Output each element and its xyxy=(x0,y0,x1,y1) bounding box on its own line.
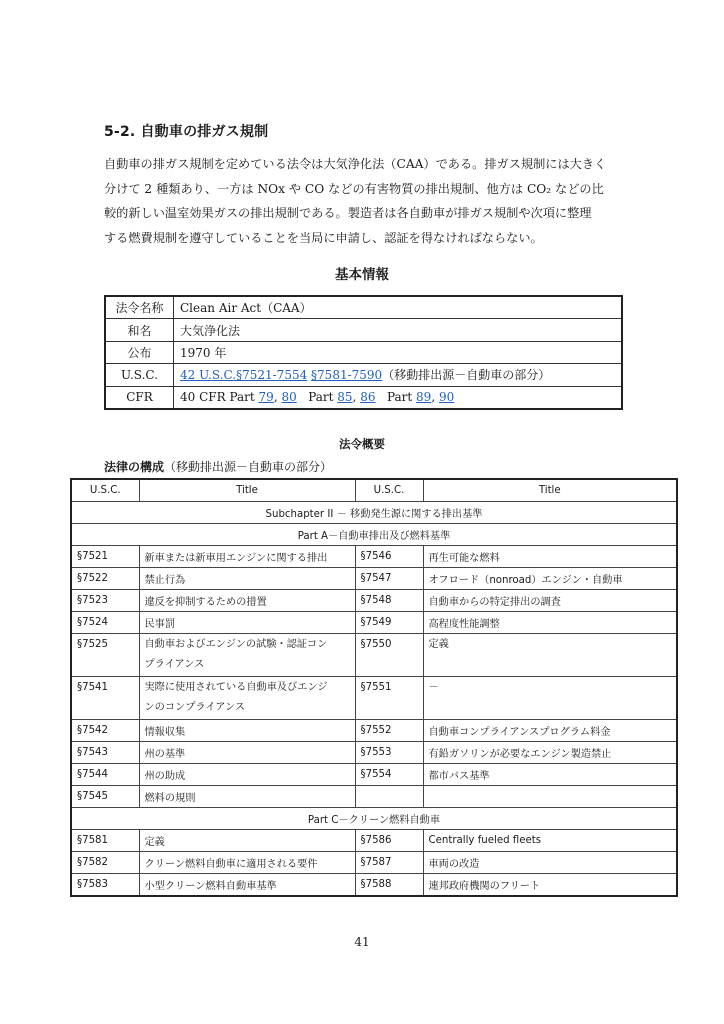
section-title-cell xyxy=(423,786,677,808)
info-label: CFR xyxy=(105,386,174,409)
section-code: §7549 xyxy=(355,612,423,634)
usc-link-7521[interactable]: 42 U.S.C.§7521-7554 xyxy=(180,368,308,383)
column-header: U.S.C. xyxy=(71,479,139,502)
section-code: §7554 xyxy=(355,764,423,786)
section-title-cell: 燃料の規則 xyxy=(139,786,355,808)
info-value: 大気浄化法 xyxy=(174,319,623,341)
section-code: §7541 xyxy=(71,677,139,720)
info-label: 和名 xyxy=(105,319,174,341)
section-title-cell: 自動車コンプライアンスプログラム料金 xyxy=(423,720,677,742)
column-header: Title xyxy=(139,479,355,502)
law-summary-heading: 法令概要 xyxy=(339,437,385,451)
paragraph-line: する燃費規制を遵守していることを当局に申請し、認証を得なければならない。 xyxy=(104,230,543,245)
table-row xyxy=(71,874,677,897)
section-title-line: 自動車およびエンジンの試験・認証コン xyxy=(144,639,328,650)
section-title-cell: 小型クリーン燃料自動車基準 xyxy=(139,874,355,897)
section-code: §7521 xyxy=(71,546,139,568)
section-title-cell: 禁止行為 xyxy=(139,568,355,590)
section-code: §7548 xyxy=(355,590,423,612)
table-row xyxy=(71,612,677,634)
section-title-cell: 州の助成 xyxy=(139,764,355,786)
section-code xyxy=(355,786,423,808)
section-code: §7525 xyxy=(71,634,139,677)
table-row xyxy=(71,568,677,590)
table-row xyxy=(71,742,677,764)
section-code: §7522 xyxy=(71,568,139,590)
section-title-cell: クリーン燃料自動車に適用される要件 xyxy=(139,852,355,874)
cfr-part-label: Part xyxy=(386,390,413,405)
table-row xyxy=(71,590,677,612)
section-code: §7553 xyxy=(355,742,423,764)
section-title-cell: 有鉛ガソリンが必要なエンジン製造禁止 xyxy=(423,742,677,764)
table-row xyxy=(71,677,677,720)
table-header-row xyxy=(71,479,677,502)
cfr-prefix: 40 CFR Part xyxy=(180,390,255,405)
info-label: 公布 xyxy=(105,341,174,363)
law-structure-table xyxy=(70,478,678,897)
section-title-cell: 連邦政府機関のフリート xyxy=(423,874,677,897)
table-row xyxy=(71,720,677,742)
info-value xyxy=(174,364,623,386)
table-row xyxy=(71,852,677,874)
cfr-separator: , xyxy=(352,390,357,405)
section-title-cell: 車両の改造 xyxy=(423,852,677,874)
info-row xyxy=(105,341,622,363)
info-label: 法令名称 xyxy=(105,296,174,319)
section-title-line: 実際に使用されている自動車及びエンジ xyxy=(144,682,328,693)
part-row xyxy=(71,808,677,830)
section-title-cell: 違反を抑制するための措置 xyxy=(139,590,355,612)
section-title-cell: 都市バス基準 xyxy=(423,764,677,786)
section-code: §7583 xyxy=(71,874,139,897)
section-title-cell: 情報収集 xyxy=(139,720,355,742)
section-title-cell: 民事罰 xyxy=(139,612,355,634)
page-number: 41 xyxy=(354,935,370,949)
part-c-title: Part C－クリーン燃料自動車 xyxy=(71,808,677,830)
section-title: 5-2. 自動車の排ガス規制 xyxy=(104,124,269,140)
part-a-title: Part A－自動車排出及び燃料基準 xyxy=(71,524,677,546)
section-code: §7582 xyxy=(71,852,139,874)
basic-info-heading: 基本情報 xyxy=(335,267,389,283)
section-title-cell: オフロード（nonroad）エンジン・自動車 xyxy=(423,568,677,590)
column-header: U.S.C. xyxy=(355,479,423,502)
structure-label xyxy=(104,458,332,475)
column-header: Title xyxy=(423,479,677,502)
table-row xyxy=(71,830,677,852)
section-code: §7542 xyxy=(71,720,139,742)
section-code: §7552 xyxy=(355,720,423,742)
cfr-separator: , xyxy=(431,390,436,405)
section-code: §7544 xyxy=(71,764,139,786)
section-title-cell xyxy=(139,677,355,720)
paragraph-line: 較的新しい温室効果ガスの排出規制である。製造者は各自動車が排ガス規制や次項に整理 xyxy=(104,206,592,221)
section-title-cell: Centrally fueled fleets xyxy=(423,830,677,852)
section-code: §7523 xyxy=(71,590,139,612)
info-row xyxy=(105,386,622,409)
subchapter-row xyxy=(71,502,677,524)
info-row xyxy=(105,319,622,341)
section-code: §7545 xyxy=(71,786,139,808)
cfr-link-80[interactable]: 80 xyxy=(281,390,297,405)
section-title-cell: 州の基準 xyxy=(139,742,355,764)
section-title-cell: 定義 xyxy=(139,830,355,852)
part-row xyxy=(71,524,677,546)
section-title-line: ンのコンプライアンス xyxy=(144,702,246,713)
section-title-cell xyxy=(139,634,355,677)
usc-note: （移動排出源－自動車の部分） xyxy=(382,368,551,383)
basic-info-table xyxy=(104,295,623,410)
subchapter-title: Subchapter II － 移動発生源に関する排出基準 xyxy=(71,502,677,524)
section-code: §7546 xyxy=(355,546,423,568)
paragraph-line: 自動車の排ガス規制を定めている法令は大気浄化法（CAA）である。排ガス規制には大きく xyxy=(104,157,607,171)
section-title-cell: 新車または新車用エンジンに関する排出 xyxy=(139,546,355,568)
section-title-cell: － xyxy=(423,677,677,720)
info-value: Clean Air Act（CAA） xyxy=(174,296,623,319)
info-row xyxy=(105,296,622,319)
section-code: §7587 xyxy=(355,852,423,874)
structure-label-bold: 法律の構成 xyxy=(104,460,165,474)
cfr-link-85[interactable]: 85 xyxy=(337,390,353,405)
cfr-link-79[interactable]: 79 xyxy=(258,390,274,405)
section-code: §7547 xyxy=(355,568,423,590)
structure-label-note: （移動排出源－自動車の部分） xyxy=(164,460,333,474)
cfr-link-89[interactable]: 89 xyxy=(416,390,432,405)
table-row xyxy=(71,764,677,786)
info-value xyxy=(174,386,623,409)
intro-paragraph xyxy=(104,152,634,250)
cfr-link-86[interactable]: 86 xyxy=(360,390,376,405)
section-title-cell: 自動車からの特定排出の調査 xyxy=(423,590,677,612)
info-row xyxy=(105,364,622,386)
section-code: §7581 xyxy=(71,830,139,852)
cfr-separator: , xyxy=(273,390,278,405)
info-value: 1970 年 xyxy=(174,341,623,363)
section-code: §7543 xyxy=(71,742,139,764)
table-row xyxy=(71,786,677,808)
section-code: §7551 xyxy=(355,677,423,720)
section-title-line: プライアンス xyxy=(144,659,205,670)
usc-link-7581[interactable]: §7581-7590 xyxy=(311,368,383,383)
section-title-cell: 定義 xyxy=(423,634,677,677)
section-title-cell: 再生可能な燃料 xyxy=(423,546,677,568)
section-code: §7588 xyxy=(355,874,423,897)
table-row xyxy=(71,634,677,677)
section-code: §7550 xyxy=(355,634,423,677)
section-title-cell: 高程度性能調整 xyxy=(423,612,677,634)
table-row xyxy=(71,546,677,568)
cfr-link-90[interactable]: 90 xyxy=(438,390,455,405)
info-label: U.S.C. xyxy=(105,364,174,386)
section-code: §7524 xyxy=(71,612,139,634)
cfr-part-label: Part xyxy=(308,390,334,405)
paragraph-line: 分けて 2 種類あり、一方は NOx や CO などの有害物質の排出規制、他方は CO₂ などの比 xyxy=(104,181,604,196)
section-code: §7586 xyxy=(355,830,423,852)
